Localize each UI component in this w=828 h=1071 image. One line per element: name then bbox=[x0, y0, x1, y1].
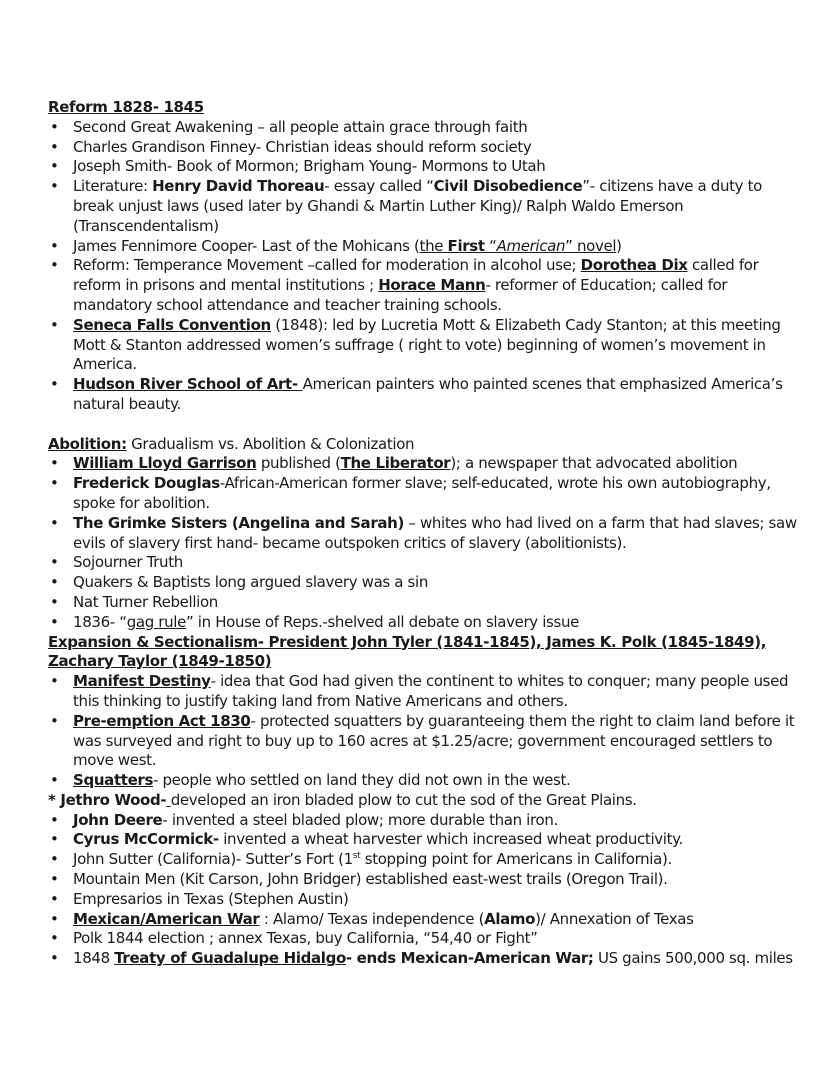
list-item: • Cyrus McCormick- invented a wheat harvester which increased wheat productivity. bbox=[48, 830, 800, 850]
list-item: • Literature: Henry David Thoreau- essay called “Civil Disobedience”- citizens have a duty to break unjust laws (used later by Ghandi & Martin Luther King)/ Ralph Waldo Emerson (Transcendentalism) bbox=[48, 177, 800, 236]
list-item: • 1848 Treaty of Guadalupe Hidalgo- ends Mexican-American War; US gains 500,000 sq. miles bbox=[48, 949, 800, 969]
document-page bbox=[48, 98, 800, 969]
list-item: • Empresarios in Texas (Stephen Austin) bbox=[48, 890, 800, 910]
list-item: • Manifest Destiny- idea that God had given the continent to whites to conquer; many people used this thinking to justify taking land from Native Americans and others. bbox=[48, 672, 800, 712]
list-item: * Jethro Wood- developed an iron bladed plow to cut the sod of the Great Plains. bbox=[48, 790, 637, 809]
list-item: • Reform: Temperance Movement –called for moderation in alcohol use; Dorothea Dix called for reform in prisons and mental institutions ; Horace Mann- reformer of Education; called for mandatory school attendance and teacher training schools. bbox=[48, 256, 800, 315]
reform-heading: Reform 1828- 1845 bbox=[48, 98, 204, 116]
expansion-list bbox=[48, 672, 800, 969]
list-item: • Seneca Falls Convention (1848): led by Lucretia Mott & Elizabeth Cady Stanton; at this meeting Mott & Stanton addressed women’s suffrage ( right to vote) beginning of women’s movement in America. bbox=[48, 316, 800, 375]
list-item: • Polk 1844 election ; annex Texas, buy California, “54,40 or Fight” bbox=[48, 929, 800, 949]
list-item: • Second Great Awakening – all people attain grace through faith bbox=[48, 118, 800, 138]
list-item: • Charles Grandison Finney- Christian ideas should reform society bbox=[48, 138, 800, 158]
list-item: • Squatters- people who settled on land they did not own in the west. bbox=[48, 771, 800, 791]
list-item: • James Fennimore Cooper- Last of the Mohicans (the First “American” novel) bbox=[48, 237, 800, 257]
list-item: • Quakers & Baptists long argued slavery was a sin bbox=[48, 573, 800, 593]
list-item: • Mexican/American War : Alamo/ Texas independence (Alamo)/ Annexation of Texas bbox=[48, 910, 800, 930]
list-item: • Joseph Smith- Book of Mormon; Brigham Young- Mormons to Utah bbox=[48, 157, 800, 177]
abolition-list bbox=[48, 454, 800, 632]
list-item: • Pre-emption Act 1830- protected squatters by guaranteeing them the right to claim land before it was surveyed and right to buy up to 160 acres at $1.25/acre; government encouraged settlers to move west. bbox=[48, 712, 800, 771]
list-item: • 1836- “gag rule” in House of Reps.-shelved all debate on slavery issue bbox=[48, 613, 800, 633]
section-spacer bbox=[48, 415, 800, 435]
list-item: • William Lloyd Garrison published (The Liberator); a newspaper that advocated abolition bbox=[48, 454, 800, 474]
list-item: • John Deere- invented a steel bladed plow; more durable than iron. bbox=[48, 811, 800, 831]
expansion-heading: Expansion & Sectionalism- President John Tyler (1841-1845), James K. Polk (1845-1849), Zachary Taylor (1849-1850) bbox=[48, 632, 767, 671]
list-item: • Sojourner Truth bbox=[48, 553, 800, 573]
abolition-heading: Abolition: bbox=[48, 434, 127, 453]
list-item: • Hudson River School of Art- American painters who painted scenes that emphasized America’s natural beauty. bbox=[48, 375, 800, 415]
list-item: • The Grimke Sisters (Angelina and Sarah) – whites who had lived on a farm that had slaves; saw evils of slavery first hand- became outspoken critics of slavery (abolitionists). bbox=[48, 514, 800, 554]
list-item: • John Sutter (California)- Sutter’s Fort (1st stopping point for Americans in California). bbox=[48, 850, 800, 870]
list-item: • Nat Turner Rebellion bbox=[48, 593, 800, 613]
list-item: • Frederick Douglas-African-American former slave; self-educated, wrote his own autobiography, spoke for abolition. bbox=[48, 474, 800, 514]
reform-list bbox=[48, 118, 800, 415]
list-item: • Mountain Men (Kit Carson, John Bridger) established east-west trails (Oregon Trail). bbox=[48, 870, 800, 890]
abolition-heading-line: Abolition: Gradualism vs. Abolition & Colonization bbox=[48, 434, 415, 453]
